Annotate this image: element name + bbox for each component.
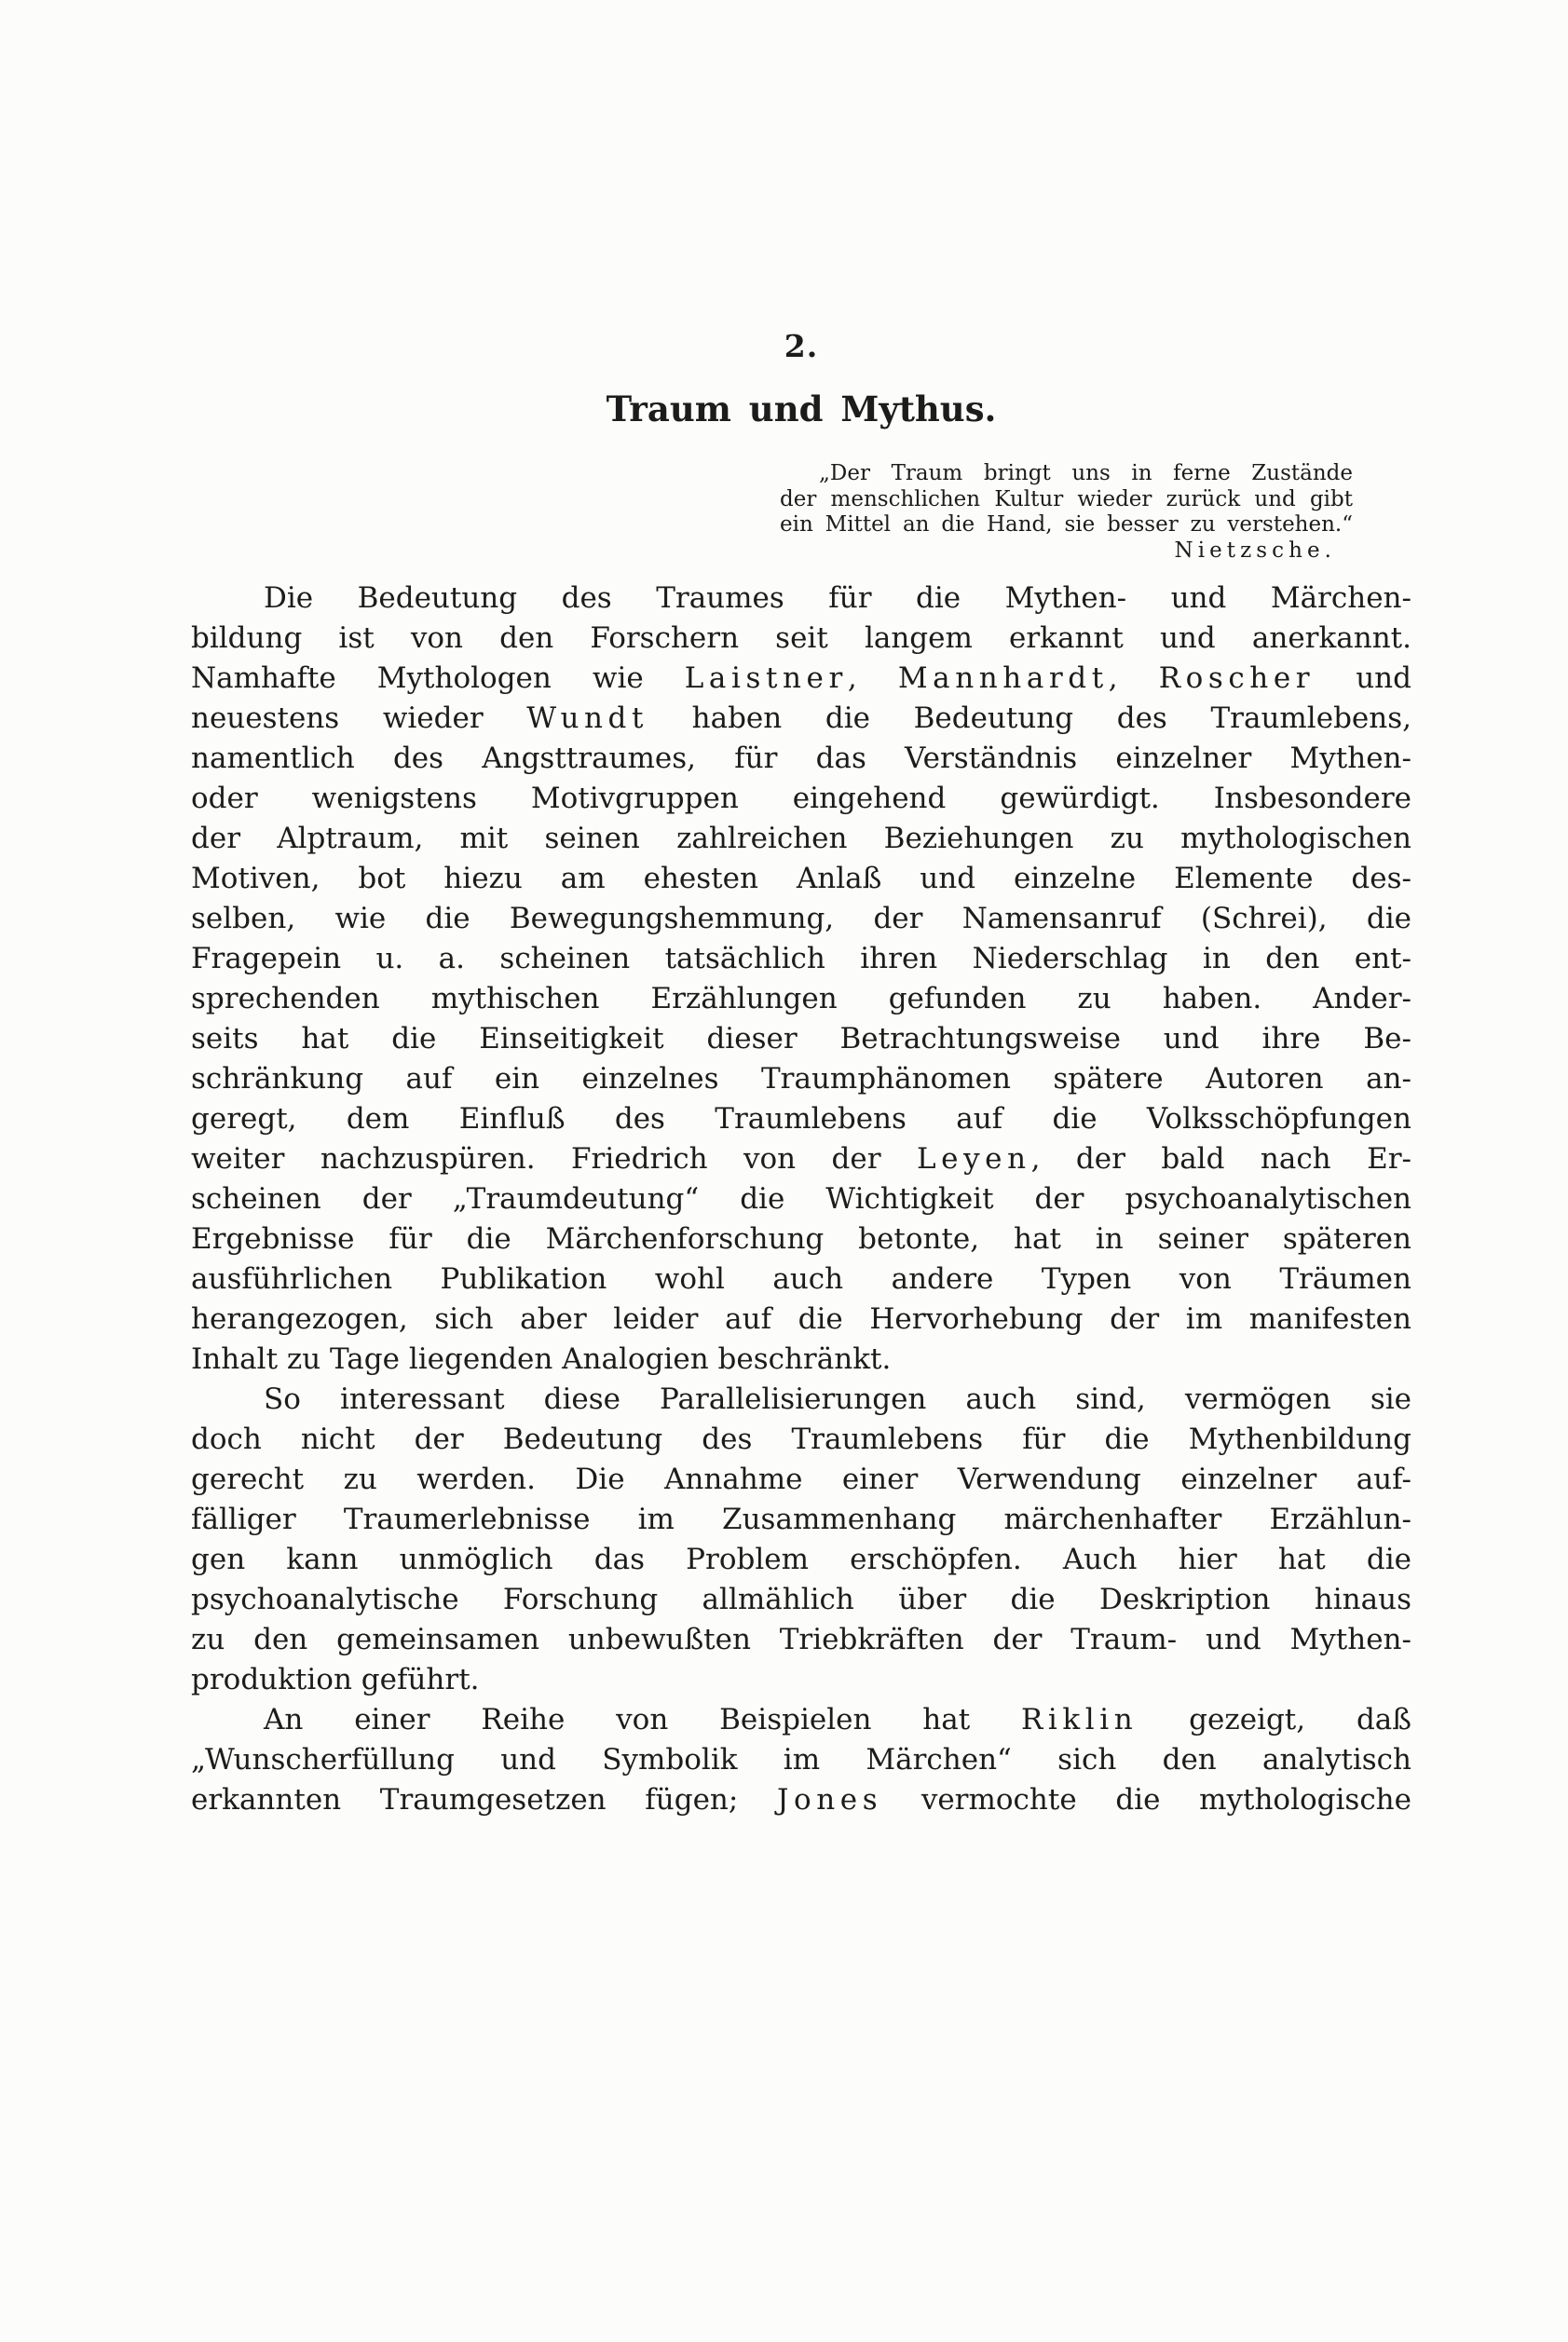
body-paragraph [191,579,1411,1380]
text-line: Ergebnisse für die Märchenforschung betonte, hat in seiner späteren [191,1222,1411,1256]
epigraph-attribution: Nietzsche. [1174,538,1336,563]
spaced-name: Wundt [526,701,649,735]
text-line: doch nicht der Bedeutung des Traumlebens für die Mythenbildung [191,1423,1411,1456]
text-line: gerecht zu werden. Die Annahme einer Verwendung einzelner auf- [191,1463,1411,1496]
body-paragraph [191,1700,1411,1820]
text-line: scheinen der „Traumdeutung“ die Wichtigkeit der psychoanalytischen [191,1182,1411,1216]
text-line: produktion geführt. [191,1663,480,1696]
text-line: An einer Reihe von Beispielen hat Riklin gezeigt, daß [264,1703,1411,1736]
text-line: selben, wie die Bewegungshemmung, der Namensanruf (Schrei), die [191,902,1411,935]
text-line: seits hat die Einseitigkeit dieser Betrachtungsweise und ihre Be- [191,1022,1411,1055]
text-line: oder wenigstens Motivgruppen eingehend gewürdigt. Insbesondere [191,782,1411,815]
text-line: Inhalt zu Tage liegenden Analogien beschränkt. [191,1342,892,1376]
section-number: 2. [784,328,819,364]
text-line: gen kann unmöglich das Problem erschöpfen. Auch hier hat die [191,1543,1411,1576]
text-line: zu den gemeinsamen unbewußten Triebkräften der Traum- und Mythen- [191,1623,1411,1656]
text-line: Die Bedeutung des Traumes für die Mythen- und Märchen- [264,581,1411,615]
text-line: „Wunscherfüllung und Symbolik im Märchen“ sich den analytisch [191,1743,1411,1777]
text-line: Motiven, bot hiezu am ehesten Anlaß und einzelne Elemente des- [191,862,1411,895]
page-title: Traum und Mythus. [606,388,997,429]
epigraph-lines [780,461,1353,538]
spaced-name: Leyen [916,1142,1031,1176]
epigraph [780,461,1353,564]
spaced-name: Laistner [684,661,848,695]
spaced-name: Riklin [1021,1703,1139,1736]
body-text [191,579,1411,1820]
text-line: Namhafte Mythologen wie Laistner, Mannhardt, Roscher und [191,661,1411,695]
epigraph-line: der menschlichen Kultur wieder zurück und gibt [780,486,1353,511]
epigraph-line: „Der Traum bringt uns in ferne Zustände [819,461,1353,485]
text-line: herangezogen, sich aber leider auf die Hervorhebung der im manifesten [191,1302,1411,1336]
epigraph-line: ein Mittel an die Hand, sie besser zu verstehen.“ [780,512,1353,537]
text-line: Fragepein u. a. scheinen tatsächlich ihren Niederschlag in den ent- [191,942,1411,975]
spaced-name: Jones [776,1783,883,1817]
page-content [0,328,1568,1820]
text-line: erkannten Traumgesetzen fügen; Jones vermochte die mythologische [191,1783,1411,1817]
text-line: bildung ist von den Forschern seit langem erkannt und anerkannt. [191,621,1411,655]
text-line: So interessant diese Parallelisierungen auch sind, vermögen sie [264,1382,1411,1416]
spaced-name: Mannhardt [897,661,1109,695]
text-line: fälliger Traumerlebnisse im Zusammenhang märchenhafter Erzählun- [191,1503,1411,1536]
text-line: geregt, dem Einfluß des Traumlebens auf die Volksschöpfungen [191,1102,1411,1136]
text-line: neuestens wieder Wundt haben die Bedeutung des Traumlebens, [191,701,1411,735]
text-line: weiter nachzuspüren. Friedrich von der Leyen, der bald nach Er- [191,1142,1412,1176]
body-paragraph [191,1380,1411,1700]
text-line: der Alptraum, mit seinen zahlreichen Beziehungen zu mythologischen [191,822,1411,855]
text-line: ausführlichen Publikation wohl auch andere Typen von Träumen [191,1262,1411,1296]
text-line: sprechenden mythischen Erzählungen gefunden zu haben. Ander- [191,982,1411,1015]
text-line: schränkung auf ein einzelnes Traumphänomen spätere Autoren an- [191,1062,1411,1096]
text-line: namentlich des Angsttraumes, für das Verständnis einzelner Mythen- [191,742,1411,775]
spaced-name: Roscher [1158,661,1316,695]
text-line: psychoanalytische Forschung allmählich über die Deskription hinaus [191,1583,1411,1616]
